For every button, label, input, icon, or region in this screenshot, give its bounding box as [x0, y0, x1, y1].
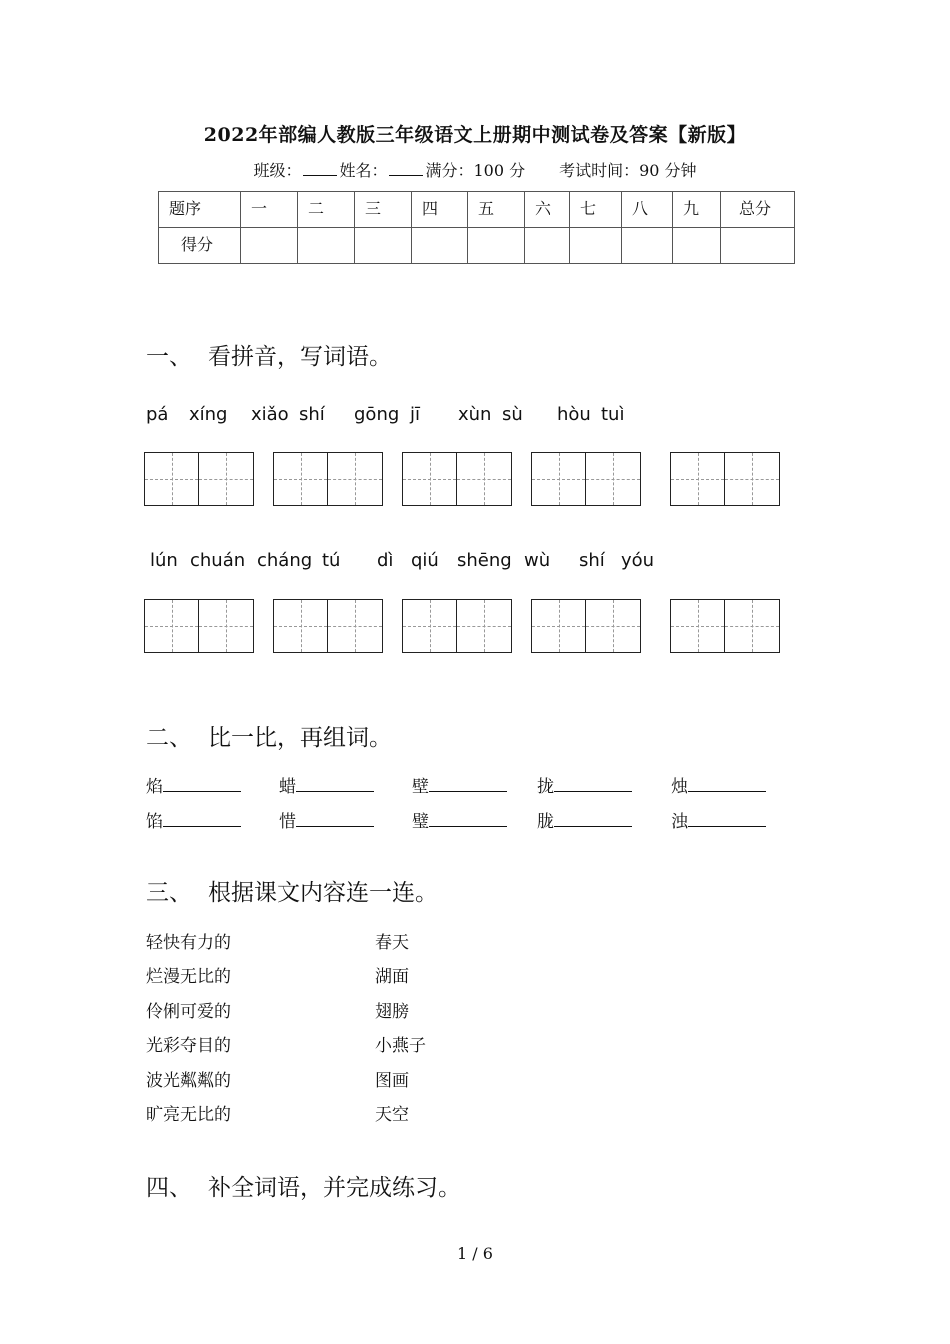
- pinyin: shí: [299, 404, 325, 425]
- pinyin: yóu: [621, 550, 655, 571]
- compare-char: 惜: [279, 812, 296, 832]
- page-number: 1 / 6: [457, 1244, 493, 1263]
- section-heading: [146, 719, 392, 752]
- table-cell: 一: [241, 192, 298, 228]
- match-right-item[interactable]: 翅膀: [375, 1002, 409, 1022]
- compare-item: [279, 807, 374, 832]
- compare-char: 馅: [146, 812, 163, 832]
- score-cell[interactable]: [622, 228, 673, 264]
- score-cell[interactable]: [241, 228, 298, 264]
- writing-box[interactable]: [531, 599, 641, 653]
- table-cell: 题序: [159, 192, 241, 228]
- answer-blank[interactable]: [429, 812, 507, 827]
- compare-char: 浊: [671, 812, 688, 832]
- section-title: 看拼音，写词语。: [208, 344, 392, 370]
- full-score: 满分：100 分: [425, 161, 526, 180]
- pinyin: xíng: [189, 404, 228, 425]
- score-table-score-row: [159, 228, 795, 264]
- score-cell[interactable]: [673, 228, 721, 264]
- answer-blank[interactable]: [429, 777, 507, 792]
- score-cell[interactable]: [355, 228, 412, 264]
- table-cell: 八: [622, 192, 673, 228]
- compare-item: [279, 772, 374, 797]
- compare-item: [412, 807, 507, 832]
- match-right-item[interactable]: 湖面: [375, 967, 409, 987]
- writing-box[interactable]: [402, 452, 512, 506]
- pinyin: gōng: [354, 404, 400, 425]
- pinyin: qiú: [411, 550, 439, 571]
- writing-box[interactable]: [144, 599, 254, 653]
- writing-box[interactable]: [273, 599, 383, 653]
- compare-item: [537, 807, 632, 832]
- class-blank[interactable]: [303, 161, 337, 176]
- section-title: 补全词语，并完成练习。: [208, 1175, 461, 1201]
- table-cell: 九: [673, 192, 721, 228]
- table-cell: 四: [412, 192, 468, 228]
- compare-item: [412, 772, 507, 797]
- name-label: 姓名：: [339, 161, 388, 180]
- exam-info: [0, 158, 950, 181]
- pinyin: chuán: [190, 550, 246, 571]
- pinyin-row-1: [0, 404, 950, 428]
- compare-item: [537, 772, 632, 797]
- answer-blank[interactable]: [554, 812, 632, 827]
- section-number: 三、: [146, 880, 192, 906]
- pinyin: dì: [377, 550, 394, 571]
- pinyin: shí: [579, 550, 605, 571]
- section-number: 四、: [146, 1175, 192, 1201]
- pinyin-row-2: [0, 550, 950, 574]
- compare-char: 蜡: [279, 777, 296, 797]
- compare-item: [671, 772, 766, 797]
- match-right-item[interactable]: 小燕子: [375, 1036, 426, 1056]
- answer-blank[interactable]: [163, 812, 241, 827]
- pinyin: tú: [322, 550, 341, 571]
- section-number: 一、: [146, 344, 192, 370]
- writing-box[interactable]: [144, 452, 254, 506]
- page-title: 2022年部编人教版三年级语文上册期中测试卷及答案【新版】: [203, 124, 747, 146]
- match-left-item[interactable]: 波光粼粼的: [146, 1071, 231, 1091]
- compare-item: [671, 807, 766, 832]
- pinyin: cháng: [257, 550, 313, 571]
- compare-char: 壁: [412, 777, 429, 797]
- pinyin: wù: [524, 550, 551, 571]
- writing-box[interactable]: [670, 599, 780, 653]
- section-heading: [146, 1169, 461, 1202]
- section-heading: [146, 338, 392, 371]
- compare-char: 焰: [146, 777, 163, 797]
- score-cell[interactable]: [570, 228, 622, 264]
- table-cell: 得分: [159, 228, 241, 264]
- exam-time: 考试时间：90 分钟: [559, 161, 697, 180]
- match-right-item[interactable]: 天空: [375, 1105, 409, 1125]
- match-left-item[interactable]: 轻快有力的: [146, 933, 231, 953]
- match-left-item[interactable]: 烂漫无比的: [146, 967, 231, 987]
- pinyin: xiǎo: [251, 404, 289, 425]
- answer-blank[interactable]: [296, 777, 374, 792]
- writing-box[interactable]: [402, 599, 512, 653]
- score-cell[interactable]: [525, 228, 570, 264]
- answer-blank[interactable]: [688, 777, 766, 792]
- answer-blank[interactable]: [163, 777, 241, 792]
- compare-char: 胧: [537, 812, 554, 832]
- section-number: 二、: [146, 725, 192, 751]
- compare-char: 璧: [412, 812, 429, 832]
- match-right-item[interactable]: 图画: [375, 1071, 409, 1091]
- pinyin: hòu: [557, 404, 591, 425]
- score-table: [158, 191, 795, 264]
- table-cell: 五: [468, 192, 525, 228]
- name-blank[interactable]: [389, 161, 423, 176]
- match-left-item[interactable]: 光彩夺目的: [146, 1036, 231, 1056]
- pinyin: tuì: [601, 404, 625, 425]
- score-cell[interactable]: [468, 228, 525, 264]
- table-cell: 总分: [721, 192, 795, 228]
- pinyin: xùn: [458, 404, 492, 425]
- table-cell: 三: [355, 192, 412, 228]
- compare-char: 烛: [671, 777, 688, 797]
- answer-blank[interactable]: [296, 812, 374, 827]
- score-cell[interactable]: [412, 228, 468, 264]
- table-cell: 七: [570, 192, 622, 228]
- section-title: 根据课文内容连一连。: [208, 880, 438, 906]
- pinyin: jī: [410, 404, 421, 425]
- compare-char: 拢: [537, 777, 554, 797]
- score-cell[interactable]: [721, 228, 795, 264]
- section-title: 比一比，再组词。: [208, 725, 392, 751]
- match-left-item[interactable]: 旷亮无比的: [146, 1105, 231, 1125]
- writing-box[interactable]: [531, 452, 641, 506]
- score-cell[interactable]: [298, 228, 355, 264]
- answer-blank[interactable]: [554, 777, 632, 792]
- pinyin: sù: [502, 404, 523, 425]
- compare-item: [146, 772, 241, 797]
- match-right-item[interactable]: 春天: [375, 933, 409, 953]
- pinyin: lún: [150, 550, 178, 571]
- table-cell: 二: [298, 192, 355, 228]
- pinyin: pá: [146, 404, 169, 425]
- compare-item: [146, 807, 241, 832]
- pinyin: shēng: [457, 550, 512, 571]
- section-heading: [146, 874, 438, 907]
- match-left-item[interactable]: 伶俐可爱的: [146, 1002, 231, 1022]
- class-label: 班级：: [253, 161, 302, 180]
- writing-box[interactable]: [273, 452, 383, 506]
- table-cell: 六: [525, 192, 570, 228]
- score-table-header-row: [159, 192, 795, 228]
- writing-box[interactable]: [670, 452, 780, 506]
- answer-blank[interactable]: [688, 812, 766, 827]
